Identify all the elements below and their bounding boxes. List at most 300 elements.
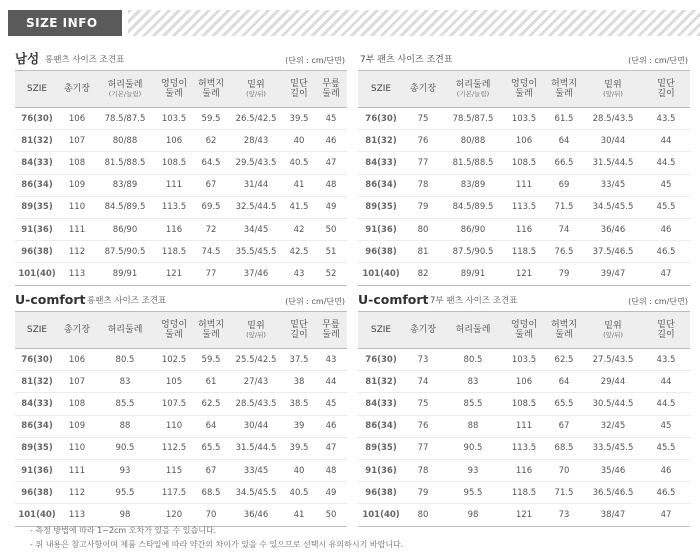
measure-cell: 73 bbox=[544, 504, 584, 526]
measure-cell: 35/46 bbox=[584, 459, 642, 481]
measure-cell: 28.5/43.5 bbox=[584, 108, 642, 130]
measure-cell: 43.5 bbox=[642, 349, 690, 371]
measure-cell: 77 bbox=[404, 437, 442, 459]
measure-cell: 81.5/88.5 bbox=[95, 152, 155, 174]
measure-cell: 43 bbox=[283, 263, 315, 285]
measure-cell: 50 bbox=[315, 218, 347, 240]
measure-cell: 38/47 bbox=[584, 504, 642, 526]
size-cell: 101(40) bbox=[15, 504, 59, 526]
measure-cell: 84.5/89.5 bbox=[95, 196, 155, 218]
measure-cell: 112 bbox=[59, 241, 95, 263]
measure-cell: 80 bbox=[404, 218, 442, 240]
panel-subtitle: 7부 팬츠 사이즈 조견표 bbox=[360, 55, 453, 65]
measure-cell: 71.5 bbox=[544, 482, 584, 504]
measure-cell: 116 bbox=[504, 218, 544, 240]
measure-cell: 66.5 bbox=[544, 152, 584, 174]
measure-cell: 33.5/45.5 bbox=[584, 437, 642, 459]
measure-cell: 118.5 bbox=[504, 241, 544, 263]
size-cell: 76(30) bbox=[15, 108, 59, 130]
size-cell: 86(34) bbox=[358, 174, 404, 196]
measure-cell: 83 bbox=[95, 371, 155, 393]
header-row bbox=[15, 312, 347, 349]
measure-cell: 39 bbox=[283, 415, 315, 437]
measure-cell: 108 bbox=[59, 393, 95, 415]
measure-cell: 83/89 bbox=[95, 174, 155, 196]
column-header bbox=[544, 71, 584, 108]
measure-cell: 111 bbox=[59, 459, 95, 481]
measure-cell: 59.5 bbox=[193, 108, 229, 130]
note-line: - 위 내용은 참고사항이며 제품 스타일에 따라 약간의 차이가 있을 수 있으므로 선택시 유의하시기 바랍니다. bbox=[30, 540, 404, 549]
measure-cell: 41.5 bbox=[283, 196, 315, 218]
panel-subtitle: 롱팬츠 사이즈 조견표 bbox=[45, 55, 125, 65]
column-header bbox=[95, 71, 155, 108]
measure-cell: 88 bbox=[95, 415, 155, 437]
measure-cell: 110 bbox=[155, 415, 193, 437]
header-row bbox=[358, 71, 690, 108]
table-row bbox=[358, 218, 690, 240]
measure-cell: 46.5 bbox=[642, 241, 690, 263]
measure-cell: 71.5 bbox=[544, 196, 584, 218]
table-row bbox=[358, 459, 690, 481]
table-body bbox=[15, 349, 347, 527]
column-header bbox=[155, 312, 193, 349]
measure-cell: 39/47 bbox=[584, 263, 642, 285]
table-row bbox=[15, 174, 347, 196]
size-table bbox=[358, 70, 690, 286]
panel-ucomfort-long bbox=[15, 292, 347, 527]
measure-cell: 64 bbox=[193, 415, 229, 437]
column-header-label: 허리둘레 bbox=[455, 324, 491, 335]
column-header bbox=[283, 312, 315, 349]
column-header bbox=[15, 71, 59, 108]
size-cell: 86(34) bbox=[358, 415, 404, 437]
column-header-label: 밑단 길이 bbox=[657, 78, 675, 99]
column-header-label: SZIE bbox=[370, 324, 392, 335]
column-header bbox=[15, 312, 59, 349]
column-header bbox=[404, 312, 442, 349]
measure-cell: 112 bbox=[59, 482, 95, 504]
measure-cell: 103.5 bbox=[504, 108, 544, 130]
table-row bbox=[358, 152, 690, 174]
column-header bbox=[59, 312, 95, 349]
size-cell: 91(36) bbox=[15, 459, 59, 481]
column-header bbox=[358, 312, 404, 349]
measure-cell: 34/45 bbox=[229, 218, 283, 240]
measure-cell: 48 bbox=[315, 459, 347, 481]
table-row bbox=[358, 504, 690, 526]
unit-label: (단위 : cm/단면) bbox=[285, 56, 345, 65]
measure-cell: 121 bbox=[155, 263, 193, 285]
column-header bbox=[504, 71, 544, 108]
size-cell: 96(38) bbox=[15, 482, 59, 504]
measure-cell: 106 bbox=[155, 130, 193, 152]
table-row bbox=[15, 108, 347, 130]
size-cell: 81(32) bbox=[15, 130, 59, 152]
measure-cell: 109 bbox=[59, 415, 95, 437]
measure-cell: 89/91 bbox=[442, 263, 504, 285]
measure-cell: 84.5/89.5 bbox=[442, 196, 504, 218]
measure-cell: 50 bbox=[315, 504, 347, 526]
table-row bbox=[15, 152, 347, 174]
unit-label: (단위 : cm/단면) bbox=[628, 297, 688, 306]
measure-cell: 116 bbox=[155, 218, 193, 240]
measure-cell: 44.5 bbox=[642, 152, 690, 174]
column-header bbox=[229, 71, 283, 108]
measure-cell: 116 bbox=[504, 459, 544, 481]
column-header-label: 밑위 bbox=[604, 79, 622, 90]
measure-cell: 113 bbox=[59, 504, 95, 526]
measure-cell: 93 bbox=[95, 459, 155, 481]
column-header-label: 허벅지 둘레 bbox=[197, 78, 225, 99]
measure-cell: 45 bbox=[315, 393, 347, 415]
size-cell: 101(40) bbox=[15, 263, 59, 285]
measure-cell: 80.5 bbox=[442, 349, 504, 371]
note-line: - 측정 방법에 따라 1~2cm 오차가 있을 수 있습니다. bbox=[30, 526, 217, 535]
measure-cell: 111 bbox=[504, 415, 544, 437]
measure-cell: 35.5/45.5 bbox=[229, 241, 283, 263]
measure-cell: 73 bbox=[404, 349, 442, 371]
measure-cell: 61.5 bbox=[544, 108, 584, 130]
size-cell: 76(30) bbox=[358, 108, 404, 130]
column-header-label: 밑단 길이 bbox=[290, 319, 308, 340]
measure-cell: 47 bbox=[642, 263, 690, 285]
measure-cell: 113.5 bbox=[504, 437, 544, 459]
column-header bbox=[315, 312, 347, 349]
table-row bbox=[358, 415, 690, 437]
measure-cell: 83 bbox=[442, 371, 504, 393]
measure-cell: 76.5 bbox=[544, 241, 584, 263]
measure-cell: 112.5 bbox=[155, 437, 193, 459]
measure-cell: 64 bbox=[544, 130, 584, 152]
column-header-sublabel: (기본/늘림) bbox=[108, 90, 142, 99]
measure-cell: 33/45 bbox=[584, 174, 642, 196]
panel-title: U-comfort bbox=[15, 292, 86, 307]
table-row bbox=[358, 263, 690, 285]
panel-ucomfort-cropped bbox=[358, 292, 690, 527]
column-header-label: SZIE bbox=[26, 324, 48, 335]
size-cell: 76(30) bbox=[15, 349, 59, 371]
column-header bbox=[584, 71, 642, 108]
measure-cell: 43 bbox=[315, 349, 347, 371]
measure-cell: 105 bbox=[155, 371, 193, 393]
banner-stripes bbox=[128, 10, 700, 36]
measure-cell: 28/43 bbox=[229, 130, 283, 152]
measure-cell: 27/43 bbox=[229, 371, 283, 393]
table-row bbox=[358, 174, 690, 196]
measure-cell: 68.5 bbox=[544, 437, 584, 459]
column-header-label: SZIE bbox=[370, 83, 392, 94]
measure-cell: 67 bbox=[193, 459, 229, 481]
measure-cell: 120 bbox=[155, 504, 193, 526]
measure-cell: 76 bbox=[404, 130, 442, 152]
measure-cell: 47 bbox=[315, 152, 347, 174]
measure-cell: 76 bbox=[404, 415, 442, 437]
measure-cell: 41 bbox=[283, 174, 315, 196]
table-row bbox=[15, 482, 347, 504]
measure-cell: 102.5 bbox=[155, 349, 193, 371]
column-header-label: 총기장 bbox=[63, 83, 91, 94]
measure-cell: 79 bbox=[544, 263, 584, 285]
panel-subtitle: 7부 팬츠 사이즈 조견표 bbox=[430, 296, 518, 306]
measure-cell: 49 bbox=[315, 196, 347, 218]
column-header-label: 엉덩이 둘레 bbox=[160, 78, 188, 99]
column-header bbox=[442, 312, 504, 349]
measure-cell: 81.5/88.5 bbox=[442, 152, 504, 174]
table-row bbox=[15, 130, 347, 152]
measure-cell: 45 bbox=[642, 174, 690, 196]
measure-cell: 106 bbox=[504, 371, 544, 393]
measure-cell: 72 bbox=[193, 218, 229, 240]
measure-cell: 74 bbox=[404, 371, 442, 393]
unit-label: (단위 : cm/단면) bbox=[285, 297, 345, 306]
table-row bbox=[15, 415, 347, 437]
column-header-sublabel: (앞/뒤) bbox=[246, 331, 266, 340]
measure-cell: 83/89 bbox=[442, 174, 504, 196]
table-body bbox=[358, 349, 690, 527]
measure-cell: 46 bbox=[642, 218, 690, 240]
column-header-label: SZIE bbox=[26, 83, 48, 94]
measure-cell: 78 bbox=[404, 459, 442, 481]
measure-cell: 46 bbox=[642, 459, 690, 481]
column-header-label: 허벅지 둘레 bbox=[550, 319, 578, 340]
measure-cell: 51 bbox=[315, 241, 347, 263]
measure-cell: 27.5/43.5 bbox=[584, 349, 642, 371]
size-cell: 101(40) bbox=[358, 263, 404, 285]
measure-cell: 46.5 bbox=[642, 482, 690, 504]
column-header bbox=[544, 312, 584, 349]
size-cell: 84(33) bbox=[358, 393, 404, 415]
measure-cell: 45.5 bbox=[642, 196, 690, 218]
table-body bbox=[358, 108, 690, 286]
measure-cell: 115 bbox=[155, 459, 193, 481]
measure-cell: 111 bbox=[59, 218, 95, 240]
measure-cell: 118.5 bbox=[155, 241, 193, 263]
column-header-label: 총기장 bbox=[409, 324, 437, 335]
measure-cell: 62 bbox=[193, 130, 229, 152]
measure-cell: 118.5 bbox=[504, 482, 544, 504]
measure-cell: 82 bbox=[404, 263, 442, 285]
measure-cell: 75 bbox=[404, 393, 442, 415]
measure-cell: 90.5 bbox=[442, 437, 504, 459]
size-cell: 91(36) bbox=[358, 218, 404, 240]
column-header-label: 밑위 bbox=[604, 320, 622, 331]
measure-cell: 37.5 bbox=[283, 349, 315, 371]
measure-cell: 34.5/45.5 bbox=[229, 482, 283, 504]
table-header bbox=[15, 312, 347, 349]
column-header-label: 엉덩이 둘레 bbox=[510, 78, 538, 99]
measure-cell: 107 bbox=[59, 371, 95, 393]
size-table bbox=[15, 70, 347, 286]
table-header bbox=[358, 71, 690, 108]
measure-cell: 107.5 bbox=[155, 393, 193, 415]
measure-cell: 36.5/46.5 bbox=[584, 482, 642, 504]
measure-cell: 61 bbox=[193, 371, 229, 393]
measure-cell: 41 bbox=[283, 504, 315, 526]
table-row bbox=[358, 108, 690, 130]
table-row bbox=[358, 437, 690, 459]
measure-cell: 79 bbox=[404, 482, 442, 504]
measure-cell: 98 bbox=[95, 504, 155, 526]
measure-cell: 46 bbox=[315, 415, 347, 437]
column-header-label: 엉덩이 둘레 bbox=[160, 319, 188, 340]
column-header-label: 무릎 둘레 bbox=[322, 319, 340, 340]
table-row bbox=[358, 371, 690, 393]
size-cell: 89(35) bbox=[15, 437, 59, 459]
header-row bbox=[15, 71, 347, 108]
size-cell: 84(33) bbox=[15, 152, 59, 174]
column-header bbox=[315, 71, 347, 108]
table-row bbox=[15, 504, 347, 526]
measure-cell: 70 bbox=[193, 504, 229, 526]
measure-cell: 87.5/90.5 bbox=[442, 241, 504, 263]
size-cell: 86(34) bbox=[15, 174, 59, 196]
table-row bbox=[15, 196, 347, 218]
column-header bbox=[59, 71, 95, 108]
measure-cell: 59.5 bbox=[193, 349, 229, 371]
measure-cell: 77 bbox=[193, 263, 229, 285]
measure-cell: 30.5/44.5 bbox=[584, 393, 642, 415]
table-row bbox=[358, 349, 690, 371]
measure-cell: 103.5 bbox=[504, 349, 544, 371]
measure-cell: 38 bbox=[283, 371, 315, 393]
measure-cell: 80/88 bbox=[95, 130, 155, 152]
measure-cell: 40 bbox=[283, 459, 315, 481]
measure-cell: 80/88 bbox=[442, 130, 504, 152]
measure-cell: 42 bbox=[283, 218, 315, 240]
column-header-label: 무릎 둘레 bbox=[322, 78, 340, 99]
measure-cell: 78 bbox=[404, 174, 442, 196]
panel-subtitle: 롱팬츠 사이즈 조견표 bbox=[87, 296, 167, 306]
measure-cell: 36/46 bbox=[584, 218, 642, 240]
size-cell: 84(33) bbox=[15, 393, 59, 415]
measure-cell: 78.5/87.5 bbox=[442, 108, 504, 130]
measure-cell: 37.5/46.5 bbox=[584, 241, 642, 263]
measure-cell: 81 bbox=[404, 241, 442, 263]
measure-cell: 86/90 bbox=[95, 218, 155, 240]
size-cell: 91(36) bbox=[358, 459, 404, 481]
measure-cell: 44 bbox=[642, 371, 690, 393]
table-row bbox=[15, 349, 347, 371]
column-header-label: 총기장 bbox=[63, 324, 91, 335]
measure-cell: 121 bbox=[504, 504, 544, 526]
measure-cell: 121 bbox=[504, 263, 544, 285]
measure-cell: 48 bbox=[315, 174, 347, 196]
size-cell: 89(35) bbox=[15, 196, 59, 218]
measure-cell: 30/44 bbox=[584, 130, 642, 152]
measure-cell: 40 bbox=[283, 130, 315, 152]
header-row bbox=[358, 312, 690, 349]
measure-cell: 98 bbox=[442, 504, 504, 526]
measure-cell: 106 bbox=[504, 130, 544, 152]
size-cell: 101(40) bbox=[358, 504, 404, 526]
panel-mens-cropped bbox=[358, 51, 690, 286]
measure-cell: 75 bbox=[404, 108, 442, 130]
measure-cell: 85.5 bbox=[95, 393, 155, 415]
column-header bbox=[229, 312, 283, 349]
measure-cell: 64 bbox=[544, 371, 584, 393]
measure-cell: 93 bbox=[442, 459, 504, 481]
size-cell: 96(38) bbox=[15, 241, 59, 263]
column-header-label: 허벅지 둘레 bbox=[550, 78, 578, 99]
table-row bbox=[15, 459, 347, 481]
measure-cell: 45.5 bbox=[642, 437, 690, 459]
column-header bbox=[283, 71, 315, 108]
column-header bbox=[442, 71, 504, 108]
measure-cell: 65.5 bbox=[193, 437, 229, 459]
column-header-label: 밑단 길이 bbox=[657, 319, 675, 340]
measure-cell: 113.5 bbox=[155, 196, 193, 218]
measure-cell: 80.5 bbox=[95, 349, 155, 371]
column-header-label: 엉덩이 둘레 bbox=[510, 319, 538, 340]
measure-cell: 86/90 bbox=[442, 218, 504, 240]
size-cell: 89(35) bbox=[358, 196, 404, 218]
size-cell: 91(36) bbox=[15, 218, 59, 240]
table-row bbox=[358, 393, 690, 415]
column-header bbox=[504, 312, 544, 349]
table-header bbox=[358, 312, 690, 349]
measure-cell: 29.5/43.5 bbox=[229, 152, 283, 174]
measure-cell: 33/45 bbox=[229, 459, 283, 481]
column-header bbox=[358, 71, 404, 108]
column-header-label: 총기장 bbox=[409, 83, 437, 94]
column-header-label: 밑위 bbox=[247, 79, 265, 90]
table-row bbox=[15, 241, 347, 263]
table-body bbox=[15, 108, 347, 286]
column-header bbox=[584, 312, 642, 349]
measure-cell: 95.5 bbox=[95, 482, 155, 504]
size-cell: 81(32) bbox=[358, 130, 404, 152]
measure-cell: 108.5 bbox=[504, 393, 544, 415]
measure-cell: 42.5 bbox=[283, 241, 315, 263]
measure-cell: 110 bbox=[59, 196, 95, 218]
column-header bbox=[642, 71, 690, 108]
measure-cell: 69.5 bbox=[193, 196, 229, 218]
notes bbox=[30, 524, 403, 552]
column-header bbox=[642, 312, 690, 349]
measure-cell: 80 bbox=[404, 504, 442, 526]
measure-cell: 45 bbox=[642, 415, 690, 437]
measure-cell: 32/45 bbox=[584, 415, 642, 437]
measure-cell: 45 bbox=[315, 108, 347, 130]
measure-cell: 69 bbox=[544, 174, 584, 196]
column-header-label: 허벅지 둘레 bbox=[197, 319, 225, 340]
measure-cell: 36/46 bbox=[229, 504, 283, 526]
measure-cell: 47 bbox=[642, 504, 690, 526]
size-cell: 76(30) bbox=[358, 349, 404, 371]
size-cell: 84(33) bbox=[358, 152, 404, 174]
banner-label: SIZE INFO bbox=[8, 10, 122, 36]
column-header-label: 허리둘레 bbox=[107, 324, 143, 335]
table-row bbox=[358, 482, 690, 504]
column-header-sublabel: (기본/늘림) bbox=[456, 90, 490, 99]
measure-cell: 113 bbox=[59, 263, 95, 285]
column-header bbox=[404, 71, 442, 108]
size-cell: 89(35) bbox=[358, 437, 404, 459]
measure-cell: 79 bbox=[404, 196, 442, 218]
measure-cell: 78.5/87.5 bbox=[95, 108, 155, 130]
measure-cell: 106 bbox=[59, 349, 95, 371]
measure-cell: 39.5 bbox=[283, 437, 315, 459]
measure-cell: 34.5/45.5 bbox=[584, 196, 642, 218]
column-header bbox=[193, 71, 229, 108]
size-cell: 81(32) bbox=[358, 371, 404, 393]
column-header bbox=[155, 71, 193, 108]
measure-cell: 46 bbox=[315, 130, 347, 152]
measure-cell: 111 bbox=[155, 174, 193, 196]
measure-cell: 49 bbox=[315, 482, 347, 504]
measure-cell: 90.5 bbox=[95, 437, 155, 459]
measure-cell: 67 bbox=[193, 174, 229, 196]
